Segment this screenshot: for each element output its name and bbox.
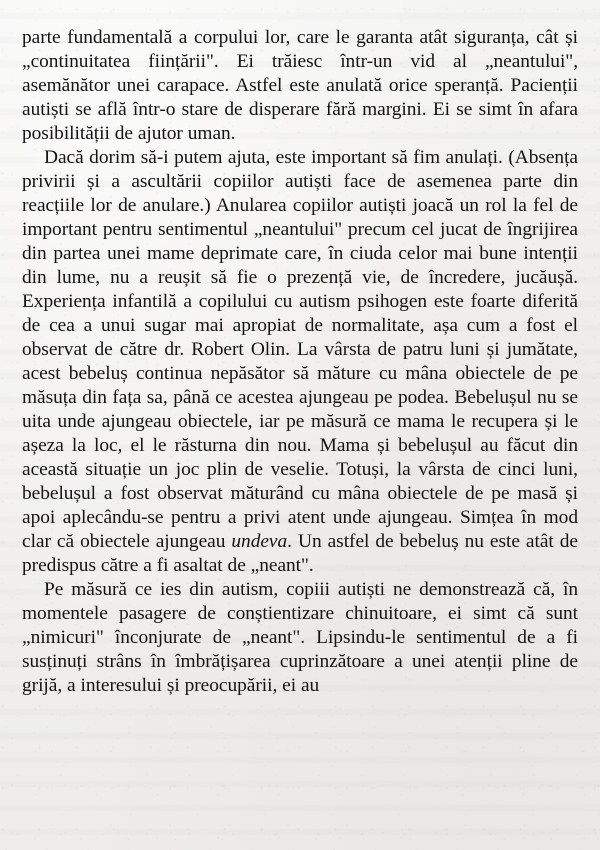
paragraph-2-text-after-italic: . Un astfel de bebeluș nu este atât de predispus către a fi asaltat de „neant". bbox=[22, 531, 578, 576]
emphasis-undeva: undeva bbox=[231, 531, 288, 552]
paragraph-1: parte fundamentală a corpului lor, care le garanta atât siguranța, cât și „continuitatea ființării". Ei trăiesc într-un vid al „neantului", asemănător unei carapace. Astfel este anulată orice speranță. Pacienții autiști se află într-o stare de disperare fără margini. Ei se simt în afara posibilității de ajutor uman. bbox=[22, 27, 578, 144]
paragraph-2 bbox=[22, 146, 578, 578]
paragraph-2-text-before-italic: Dacă dorim să-i putem ajuta, este important să fim anulați. (Absența privirii și a ascultării copiilor autiști face de asemenea parte din reacțiile lor de anulare.) Anularea copiilor autiști joacă un rol la fel de important pentru sentimentul „neantului" precum cel jucat de îngrijirea din partea unei mame deprimate care, în ciuda celor mai bune intenții din lume, nu a reușit să fie o prezență vie, de încredere, jucăușă. Experiența infantilă a copilului cu autism psihogen este foarte diferită de cea a unui sugar mai apropiat de normalitate, așa cum a fost el observat de către dr. Robert Olin. La vârsta de patru luni și jumătate, acest bebeluș continua nepăsător să măture cu mâna obiectele de pe măsuța din fața sa, până ce acestea ajungeau pe podea. Bebelușul nu se uita unde ajungeau obiectele, iar pe măsură ce mama le recupera și le așeza la loc, el le răsturna din nou. Mama și bebelușul au făcut din această situație un joc plin de veselie. Totuși, la vârsta de cinci luni, bebelușul a fost observat măturând cu mâna obiectele de pe masă și apoi aplecându-se pentru a privi atent unde ajungeau. Simțea în mod clar că obiectele ajungeau bbox=[22, 147, 578, 552]
text-column bbox=[22, 26, 578, 698]
paragraph-3: Pe măsură ce ies din autism, copiii autiști ne demonstrează că, în momentele pasagere de conștientizare chinuitoare, ei simt că sunt „nimicuri" înconjurate de „neant". Lipsindu-le sentimentul de a fi susținuți strâns în îmbrățișarea cuprinzătoare a unei atenții pline de grijă, a interesului și preocupării, ei au bbox=[22, 579, 578, 696]
